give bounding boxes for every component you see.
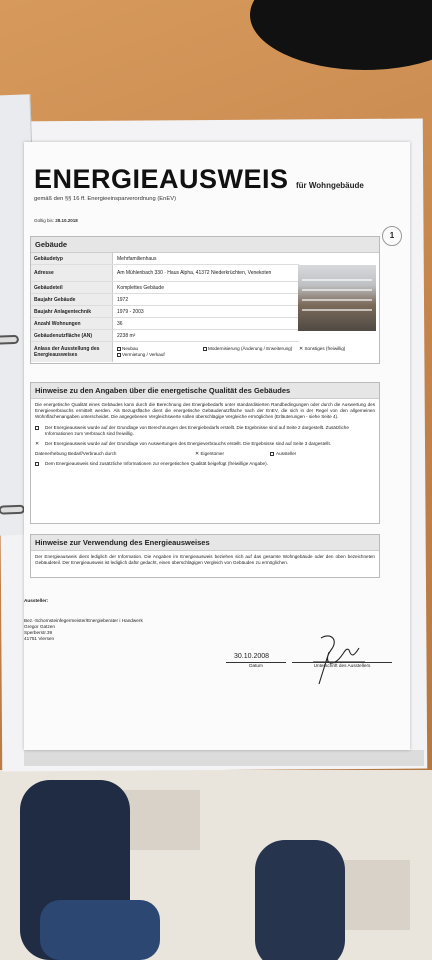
signature-label: Unterschrift des Ausstellers (292, 662, 392, 669)
option-verbrauch: ✕ Der Energieausweis wurde auf der Grundlage von Auswertungen des Energieverbrauchs erstellt. Die Ergebnisse sind auf Seite 3 dargestellt. (35, 441, 331, 447)
quality-hints-section (30, 382, 380, 524)
usage-hints-text: Der Energieausweis dient lediglich der Information. Die Angaben im Energieausweis beziehen sich auf das gesamte Wohngebäude oder den oben bezeichneten Gebäudeteil. Der Energieausweis ist lediglich dafür gedacht, einen überschlägigen Vergleich von Gebäuden zu ermöglichen. (35, 554, 375, 565)
table-row: Gebäudetyp Mehrfamilienhaus (31, 253, 299, 265)
issuer-address: Bez.-Schornsteinfegermeister/Energieberater i Handwerk Gregor Gatzen Sperberstr.39 41751 Viersen (24, 618, 143, 641)
building-photo (298, 265, 376, 331)
document-title: ENERGIEAUSWEIS (34, 164, 289, 194)
signature (309, 632, 369, 687)
checkbox-neubau[interactable] (117, 347, 121, 351)
building-heading: Gebäude (31, 237, 379, 253)
table-row: Gebäudenutzfläche (AN) 2238 m² (31, 330, 299, 342)
option-bedarf: Der Energieausweis wurde auf der Grundlage von Berechnungen des Energiebedarfs erstellt. Die Ergebnisse sind auf Seite 2 dargestellt. Zusätzliche Informationen zum Verbrauch sind freiwillig. (31, 423, 379, 439)
additional-info-row: Dem Energieausweis sind zusätzliche Informationen zur energetischen Qualität beigefügt (freiwillige Angabe). (31, 459, 379, 469)
checkbox-modernisierung[interactable] (203, 347, 207, 351)
floor (0, 770, 432, 960)
issue-date: 30.10.2008 (234, 653, 270, 660)
document-subtitle: für Wohngebäude (296, 181, 364, 190)
building-section (30, 236, 380, 364)
table-row: Anzahl Wohnungen 36 (31, 318, 299, 330)
building-table (31, 253, 299, 342)
table-row: Gebäudeteil Komplettes Gebäude (31, 282, 299, 294)
checkbox-bedarf[interactable] (35, 426, 39, 430)
usage-hints-heading: Hinweise zur Verwendung des Energieausweises (31, 535, 379, 551)
certificate-header (34, 164, 404, 202)
issuance-reason-row: Anlass der Ausstellung des Energieausweises Neubau Vermietung / Verkauf Modernisierung (Änderung / Erweiterung) ✕ Sonstiges (freiwillig) (31, 342, 379, 362)
usage-hints-section (30, 534, 380, 578)
page-edge (24, 750, 424, 766)
date-label: Datum (226, 662, 286, 669)
table-row: Adresse Am Mühlenbach 330 · Haus Alpha, 41372 Niederkrüchten, Venekoten (31, 265, 299, 282)
valid-until: Gültig bis: 28.10.2018 (34, 218, 78, 223)
checkbox-eigentuemer-checked[interactable]: ✕ (195, 451, 200, 457)
energy-certificate-page (24, 142, 410, 750)
table-row: Baujahr Gebäude 1972 (31, 294, 299, 306)
checkbox-sonstiges-checked[interactable]: ✕ (299, 346, 304, 352)
checkbox-vermietung[interactable] (117, 353, 121, 357)
checkbox-verbrauch-checked[interactable]: ✕ (35, 441, 40, 447)
quality-hints-text: Die energetische Qualität eines Gebäudes kann durch die Berechnung des Energiebedarfs unter standardisierten Randbedingungen oder durch die Auswertung des Energieverbrauchs ermittelt werden. Als Bezugsfläche dient die energetische Gebäudenutzfläche nach der EnEV, die sich in der Regel von den allgemeinen Wohnflächenangaben unterscheidet. Die angegebenen Vergleichswerte sollen überschlägige Vergleiche ermöglichen (Erläuterungen - siehe Seite 4). (35, 402, 375, 419)
checkbox-aussteller[interactable] (270, 452, 274, 456)
table-row: Baujahr Anlagentechnik 1979 - 2003 (31, 306, 299, 318)
issuance-reason-label: Anlass der Ausstellung des Energieausweises (31, 342, 113, 362)
quality-hints-heading: Hinweise zu den Angaben über die energetische Qualität des Gebäudes (31, 383, 379, 399)
page-number-badge: 1 (382, 226, 402, 246)
data-collection-row: Datenerhebung Bedarf/Verbrauch durch ✕ Eigentümer Aussteller (35, 451, 297, 457)
issuer-label: Aussteller: (24, 598, 49, 603)
regulation-line: gemäß den §§ 16 ff. Energieeinsparverordnung (EnEV) (34, 196, 177, 202)
checkbox-additional-info[interactable] (35, 462, 39, 466)
